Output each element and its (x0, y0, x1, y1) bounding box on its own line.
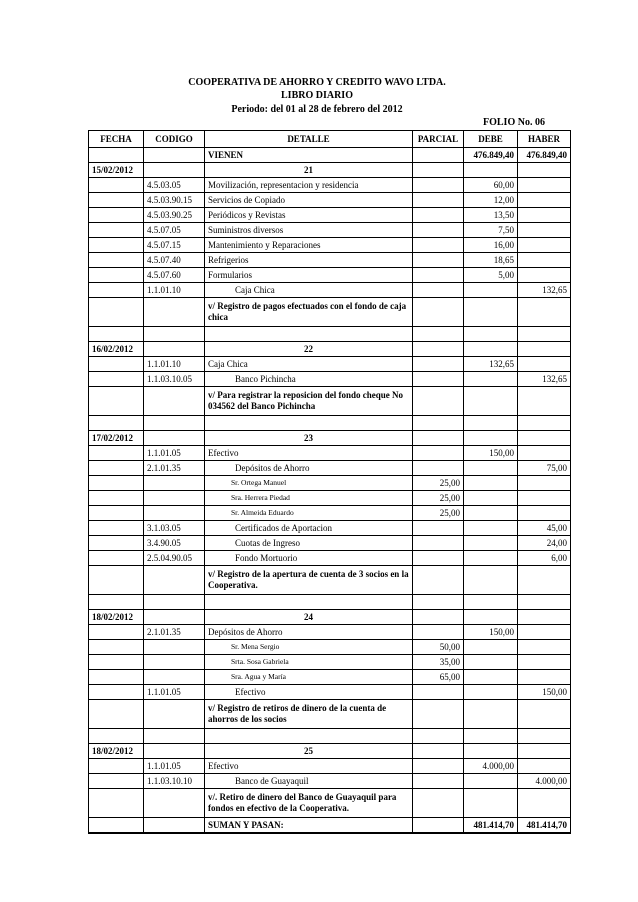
haber-amount: 4.000,00 (518, 774, 571, 789)
entry-date: 15/02/2012 (89, 163, 144, 178)
haber-amount (518, 476, 571, 491)
journal-line (89, 759, 571, 774)
account-code (144, 655, 205, 670)
parcial-amount (413, 372, 464, 387)
haber-amount: 75,00 (518, 461, 571, 476)
entry-number: 21 (205, 163, 413, 178)
debe-amount: 150,00 (464, 446, 518, 461)
spacer-row (89, 595, 571, 610)
spacer-row (89, 729, 571, 744)
vienen-debe: 476.849,40 (464, 148, 518, 163)
account-detail: Cuotas de Ingreso (205, 536, 413, 551)
parcial-amount (413, 178, 464, 193)
debe-amount: 5,00 (464, 268, 518, 283)
haber-amount: 45,00 (518, 521, 571, 536)
vienen-label: VIENEN (205, 148, 413, 163)
journal-line (89, 655, 571, 670)
haber-amount (518, 640, 571, 655)
vienen-row (89, 148, 571, 163)
journal-line (89, 476, 571, 491)
col-haber: HABER (518, 131, 571, 148)
account-code: 2.5.04.90.05 (144, 551, 205, 566)
account-code: 1.1.01.05 (144, 759, 205, 774)
parcial-amount (413, 446, 464, 461)
account-detail: Servicios de Copiado (205, 193, 413, 208)
parcial-amount (413, 268, 464, 283)
debe-amount (464, 506, 518, 521)
haber-amount: 150,00 (518, 685, 571, 700)
account-detail: Sr. Almeida Eduardo (205, 506, 413, 521)
account-detail: Periódicos y Revistas (205, 208, 413, 223)
debe-amount: 7,50 (464, 223, 518, 238)
haber-amount (518, 491, 571, 506)
parcial-amount: 25,00 (413, 491, 464, 506)
entry-date: 17/02/2012 (89, 431, 144, 446)
col-parcial: PARCIAL (413, 131, 464, 148)
journal-line (89, 536, 571, 551)
entry-note-row (89, 566, 571, 595)
journal-header-row (89, 131, 571, 148)
account-detail: Refrigerios (205, 253, 413, 268)
haber-amount (518, 223, 571, 238)
parcial-amount (413, 357, 464, 372)
account-detail: Caja Chica (205, 283, 413, 298)
entry-note-row (89, 387, 571, 416)
col-detalle: DETALLE (205, 131, 413, 148)
totals-label: SUMAN Y PASAN: (205, 818, 413, 834)
debe-amount (464, 774, 518, 789)
debe-amount (464, 685, 518, 700)
account-code (144, 506, 205, 521)
entry-note-row (89, 789, 571, 818)
debe-amount: 16,00 (464, 238, 518, 253)
col-codigo: CODIGO (144, 131, 205, 148)
journal-line (89, 357, 571, 372)
parcial-amount (413, 551, 464, 566)
account-detail: Depósitos de Ahorro (205, 625, 413, 640)
haber-amount (518, 506, 571, 521)
entry-header-row (89, 163, 571, 178)
account-detail: Efectivo (205, 446, 413, 461)
book-title: LIBRO DIARIO (281, 90, 353, 101)
parcial-amount: 25,00 (413, 506, 464, 521)
journal-line (89, 685, 571, 700)
account-detail: Suministros diversos (205, 223, 413, 238)
debe-amount (464, 461, 518, 476)
haber-amount (518, 357, 571, 372)
account-code (144, 491, 205, 506)
haber-amount: 132,65 (518, 372, 571, 387)
journal-line (89, 372, 571, 387)
account-detail: Movilización, representacion y residencia (205, 178, 413, 193)
entry-header-row (89, 431, 571, 446)
entry-note: v/. Retiro de dinero del Banco de Guayaquil para fondos en efectivo de la Cooperativa. (205, 789, 413, 818)
account-detail: Efectivo (205, 759, 413, 774)
account-code: 3.1.03.05 (144, 521, 205, 536)
debe-amount: 60,00 (464, 178, 518, 193)
haber-amount: 132,65 (518, 283, 571, 298)
totals-debe: 481.414,70 (464, 818, 518, 834)
entry-note-row (89, 700, 571, 729)
parcial-amount (413, 625, 464, 640)
entry-date: 18/02/2012 (89, 744, 144, 759)
debe-amount (464, 670, 518, 685)
account-code: 3.4.90.05 (144, 536, 205, 551)
haber-amount (518, 670, 571, 685)
journal-line (89, 461, 571, 476)
account-detail: Depósitos de Ahorro (205, 461, 413, 476)
journal-line (89, 774, 571, 789)
journal-line (89, 268, 571, 283)
parcial-amount (413, 238, 464, 253)
account-code (144, 476, 205, 491)
parcial-amount: 25,00 (413, 476, 464, 491)
haber-amount (518, 446, 571, 461)
totals-haber: 481.414,70 (518, 818, 571, 834)
account-code: 2.1.01.35 (144, 625, 205, 640)
entry-header-row (89, 744, 571, 759)
debe-amount: 150,00 (464, 625, 518, 640)
debe-amount (464, 655, 518, 670)
account-detail: Certificados de Aportacion (205, 521, 413, 536)
haber-amount (518, 208, 571, 223)
account-code: 1.1.03.10.05 (144, 372, 205, 387)
debe-amount (464, 476, 518, 491)
journal-line (89, 506, 571, 521)
account-detail: Sr. Ortega Manuel (205, 476, 413, 491)
parcial-amount (413, 461, 464, 476)
debe-amount: 18,65 (464, 253, 518, 268)
account-detail: Mantenimiento y Reparaciones (205, 238, 413, 253)
entry-date: 18/02/2012 (89, 610, 144, 625)
parcial-amount (413, 774, 464, 789)
haber-amount (518, 655, 571, 670)
parcial-amount (413, 536, 464, 551)
account-detail: Fondo Mortuorio (205, 551, 413, 566)
account-code: 4.5.07.05 (144, 223, 205, 238)
debe-amount (464, 372, 518, 387)
entry-date: 16/02/2012 (89, 342, 144, 357)
account-code: 1.1.01.05 (144, 446, 205, 461)
journal-body (89, 148, 571, 834)
col-fecha: FECHA (89, 131, 144, 148)
account-detail: Banco de Guayaquil (205, 774, 413, 789)
haber-amount (518, 625, 571, 640)
account-detail: Srta. Sosa Gabriela (205, 655, 413, 670)
totals-row (89, 818, 571, 834)
debe-amount: 132,65 (464, 357, 518, 372)
journal-line (89, 625, 571, 640)
parcial-amount (413, 208, 464, 223)
account-detail: Sra. Agua y María (205, 670, 413, 685)
entry-note: v/ Registro de pagos efectuados con el fondo de caja chica (205, 298, 413, 327)
account-code: 1.1.01.10 (144, 283, 205, 298)
parcial-amount (413, 193, 464, 208)
account-code: 2.1.01.35 (144, 461, 205, 476)
parcial-amount (413, 223, 464, 238)
journal-line (89, 283, 571, 298)
period-label: Periodo: del 01 al 28 de febrero del 2012 (231, 104, 403, 115)
parcial-amount (413, 521, 464, 536)
folio-number: FOLIO No. 06 (483, 117, 545, 128)
journal-table (88, 130, 571, 834)
journal-line (89, 670, 571, 685)
account-code (144, 670, 205, 685)
account-code: 1.1.03.10.10 (144, 774, 205, 789)
journal-line (89, 223, 571, 238)
journal-line (89, 491, 571, 506)
journal-line (89, 208, 571, 223)
account-detail: Sr. Mena Sergio (205, 640, 413, 655)
account-code: 4.5.03.90.25 (144, 208, 205, 223)
debe-amount (464, 521, 518, 536)
debe-amount: 12,00 (464, 193, 518, 208)
vienen-haber: 476.849,40 (518, 148, 571, 163)
haber-amount: 24,00 (518, 536, 571, 551)
account-code: 4.5.03.90.15 (144, 193, 205, 208)
account-code: 4.5.07.15 (144, 238, 205, 253)
journal-line (89, 193, 571, 208)
journal-line (89, 446, 571, 461)
entry-note: v/ Registro de la apertura de cuenta de 3 socios en la Cooperativa. (205, 566, 413, 595)
haber-amount (518, 253, 571, 268)
entry-number: 23 (205, 431, 413, 446)
haber-amount (518, 193, 571, 208)
parcial-amount (413, 283, 464, 298)
spacer-row (89, 416, 571, 431)
journal-line (89, 640, 571, 655)
haber-amount (518, 238, 571, 253)
journal-line (89, 238, 571, 253)
entry-header-row (89, 610, 571, 625)
entry-note: v/ Registro de retiros de dinero de la cuenta de ahorros de los socios (205, 700, 413, 729)
haber-amount: 6,00 (518, 551, 571, 566)
account-code: 4.5.03.05 (144, 178, 205, 193)
journal-line (89, 551, 571, 566)
debe-amount (464, 640, 518, 655)
journal-line (89, 253, 571, 268)
entry-number: 22 (205, 342, 413, 357)
haber-amount (518, 759, 571, 774)
account-detail: Formularios (205, 268, 413, 283)
entry-number: 25 (205, 744, 413, 759)
parcial-amount: 50,00 (413, 640, 464, 655)
col-debe: DEBE (464, 131, 518, 148)
journal-line (89, 521, 571, 536)
account-code: 1.1.01.05 (144, 685, 205, 700)
entry-note-row (89, 298, 571, 327)
entry-number: 24 (205, 610, 413, 625)
debe-amount (464, 491, 518, 506)
account-detail: Banco Pichincha (205, 372, 413, 387)
account-detail: Sra. Herrera Piedad (205, 491, 413, 506)
account-detail: Caja Chica (205, 357, 413, 372)
account-code (144, 640, 205, 655)
account-code: 4.5.07.60 (144, 268, 205, 283)
parcial-amount (413, 253, 464, 268)
haber-amount (518, 268, 571, 283)
parcial-amount: 35,00 (413, 655, 464, 670)
spacer-row (89, 327, 571, 342)
parcial-amount: 65,00 (413, 670, 464, 685)
parcial-amount (413, 759, 464, 774)
debe-amount (464, 536, 518, 551)
parcial-amount (413, 685, 464, 700)
account-code: 1.1.01.10 (144, 357, 205, 372)
cooperative-title: COOPERATIVA DE AHORRO Y CREDITO WAVO LTDA. (188, 77, 446, 88)
debe-amount: 13,50 (464, 208, 518, 223)
entry-header-row (89, 342, 571, 357)
entry-note: v/ Para registrar la reposicion del fondo cheque No 034562 del Banco Pichincha (205, 387, 413, 416)
debe-amount: 4.000,00 (464, 759, 518, 774)
debe-amount (464, 283, 518, 298)
haber-amount (518, 178, 571, 193)
debe-amount (464, 551, 518, 566)
account-code: 4.5.07.40 (144, 253, 205, 268)
account-detail: Efectivo (205, 685, 413, 700)
journal-line (89, 178, 571, 193)
